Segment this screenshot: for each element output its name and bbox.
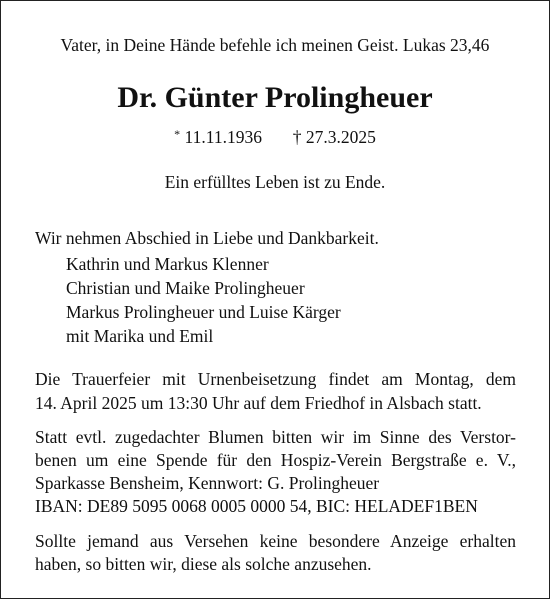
- mourner-line: Christian und Maike Prolingheuer: [66, 278, 305, 298]
- farewell-line: Wir nehmen Abschied in Liebe und Dankbarkeit.: [35, 228, 379, 248]
- motto: Ein erfülltes Leben ist zu Ende.: [164, 172, 386, 192]
- mourner-line: Markus Prolingheuer und Luise Kärger: [66, 302, 341, 322]
- notice-line: haben, so bitten wir, diese als solche anzusehen.: [35, 554, 372, 574]
- bank-details: IBAN: DE89 5095 0068 0005 0000 54, BIC: HELADEF1BEN: [35, 496, 478, 516]
- birth-date: 11.11.1936: [184, 127, 262, 147]
- death-date: 27.3.2025: [305, 127, 376, 147]
- donation-line: benen um eine Spende für den Hospiz-Verein Bergstraße e. V.,: [35, 450, 516, 470]
- birth-star-icon: *: [174, 127, 181, 141]
- donation-line: Statt evtl. zugedachter Blumen bitten wir im Sinne des Verstor-: [35, 427, 516, 447]
- deceased-name: Dr. Günter Prolingheuer: [117, 81, 433, 114]
- death-cross-icon: †: [292, 127, 302, 147]
- mourner-line: mit Marika und Emil: [66, 326, 214, 346]
- funeral-line: 14. April 2025 um 13:30 Uhr auf dem Friedhof in Alsbach statt.: [35, 393, 482, 413]
- mourner-line: Kathrin und Markus Klenner: [66, 254, 269, 274]
- funeral-line: Die Trauerfeier mit Urnenbeisetzung findet am Montag, dem: [35, 369, 516, 389]
- notice-line: Sollte jemand aus Versehen keine besondere Anzeige erhalten: [35, 531, 516, 551]
- donation-line: Sparkasse Bensheim, Kennwort: G. Prolingheuer: [35, 473, 380, 493]
- bible-verse: Vater, in Deine Hände befehle ich meinen Geist. Lukas 23,46: [60, 35, 490, 55]
- life-dates: [0, 123, 550, 148]
